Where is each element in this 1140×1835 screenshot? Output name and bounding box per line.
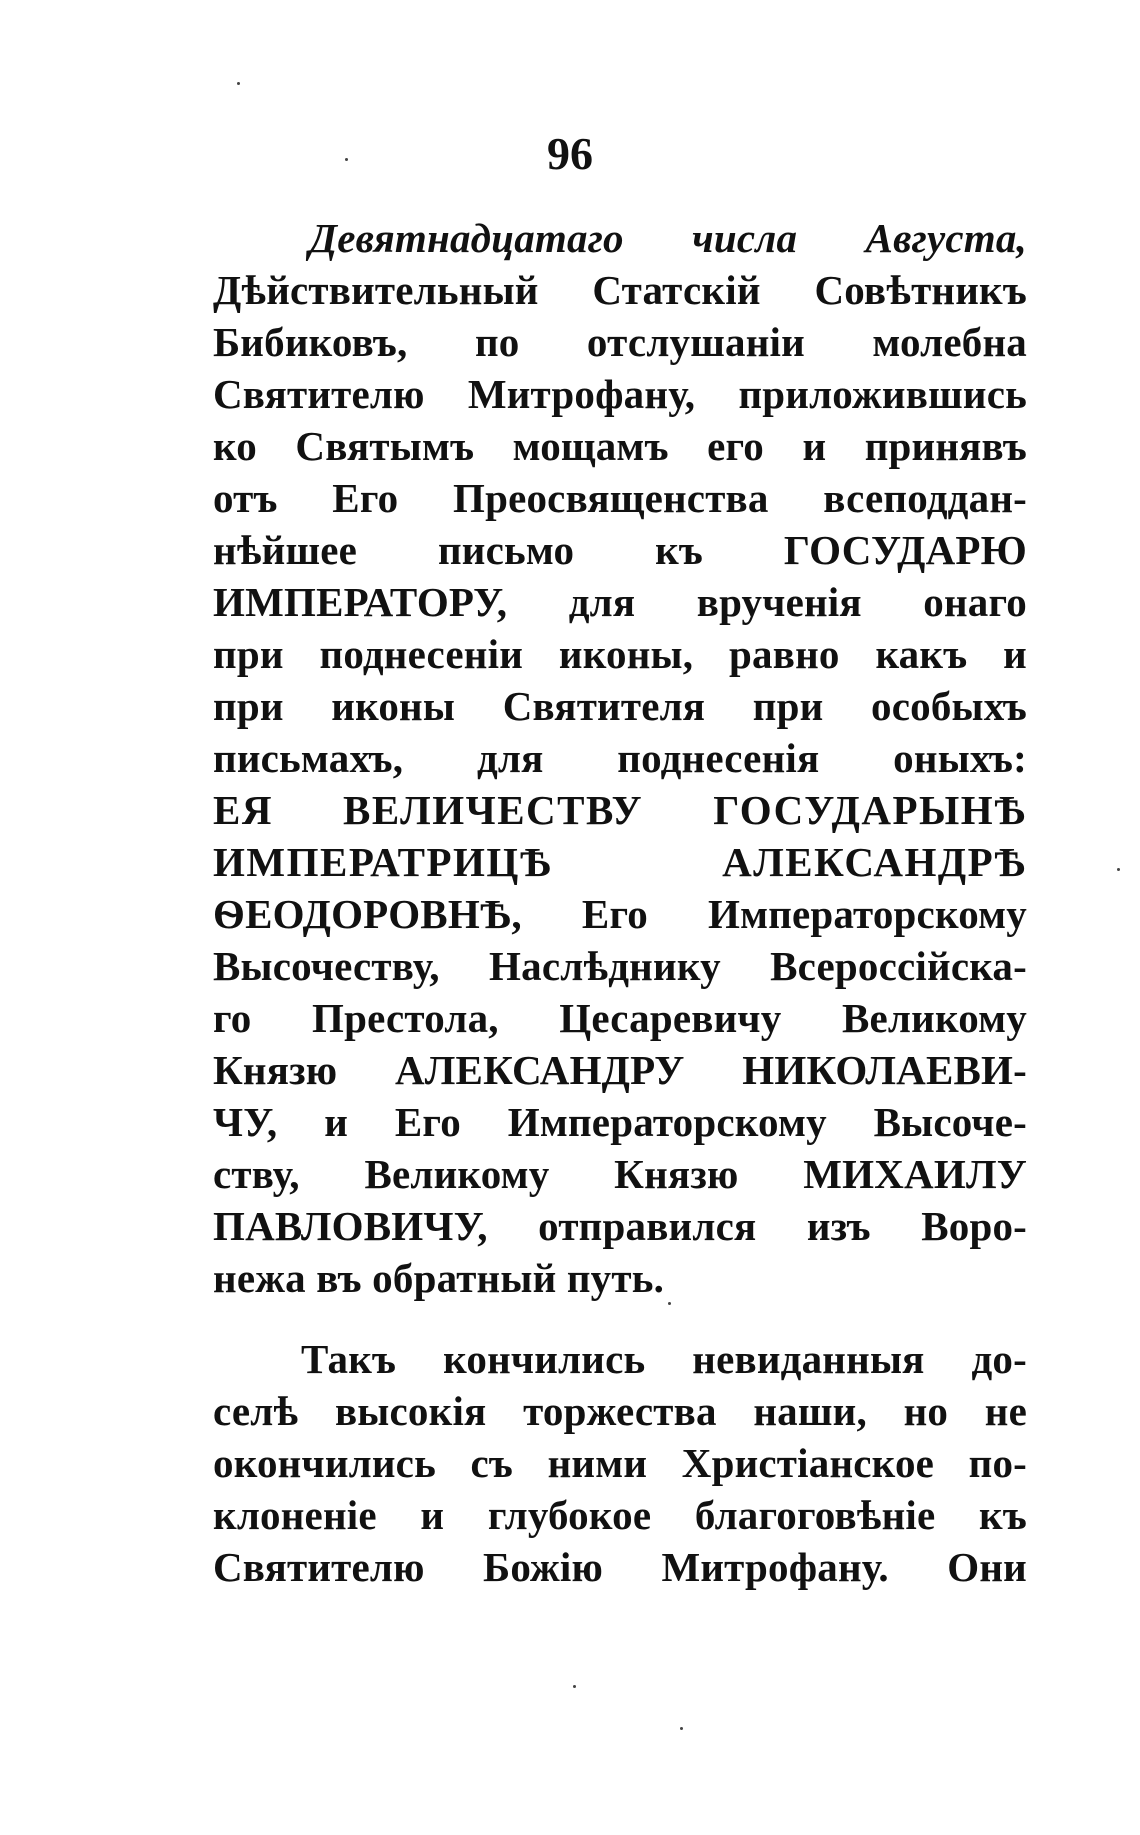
- ink-speck: [680, 1727, 683, 1730]
- text-line: Святителю Митрофану, приложившись: [213, 371, 1027, 417]
- text-line: при поднесеніи иконы, равно какъ и: [213, 631, 1027, 677]
- text-line: клоненіе и глубокое благоговѣніе къ: [213, 1492, 1027, 1538]
- text-line: ЧУ, и Его Императорскому Высоче-: [213, 1099, 1027, 1145]
- text-line: ству, Великому Князю МИХАИЛУ: [213, 1151, 1027, 1197]
- text-line: ИМПЕРАТОРУ, для врученія онаго: [213, 579, 1027, 625]
- text-line: селѣ высокія торжества наши, но не: [213, 1388, 1027, 1434]
- text-line: отъ Его Преосвященства всеподдан-: [213, 475, 1027, 521]
- text-line: нежа въ обратный путь.: [213, 1255, 665, 1301]
- ink-speck: [345, 158, 348, 161]
- text-line: Князю АЛЕКСАНДРУ НИКОЛАЕВИ-: [213, 1047, 1027, 1093]
- text-line: ИМПЕРАТРИЦѢ АЛЕКСАНДРѢ: [213, 839, 1027, 885]
- text-line: Девятнадцатаго числа Августа,: [309, 215, 1027, 261]
- text-line: ѲЕОДОРОВНѢ, Его Императорскому: [213, 891, 1027, 937]
- text-line: Святителю Божію Митрофану. Они: [213, 1544, 1027, 1590]
- text-line: ЕЯ ВЕЛИЧЕСТВУ ГОСУДАРЫНѢ: [213, 787, 1027, 833]
- text-line: го Престола, Цесаревичу Великому: [213, 995, 1027, 1041]
- text-line: Высочеству, Наслѣднику Всероссійска-: [213, 943, 1027, 989]
- ink-speck: [573, 1685, 576, 1688]
- text-line: окончились съ ними Христіанское по-: [213, 1440, 1027, 1486]
- paragraph-2: [213, 1333, 1027, 1593]
- text-line: нѣйшее письмо къ ГОСУДАРЮ: [213, 527, 1027, 573]
- text-line: ко Святымъ мощамъ его и принявъ: [213, 423, 1027, 469]
- ink-speck: [237, 82, 240, 85]
- text-line: ПАВЛОВИЧУ, отправился изъ Воро-: [213, 1203, 1027, 1249]
- paragraph-1: [213, 212, 1027, 1304]
- page-number: 96: [547, 128, 593, 179]
- text-line: Дѣйствительный Статскій Совѣтникъ: [213, 267, 1027, 313]
- text-line: Такъ кончились невиданныя до-: [301, 1336, 1027, 1382]
- text-line: письмахъ, для поднесенія оныхъ:: [213, 735, 1027, 781]
- ink-speck: [668, 1302, 671, 1305]
- text-line: Бибиковъ, по отслушаніи молебна: [213, 319, 1027, 365]
- text-line: при иконы Святителя при особыхъ: [213, 683, 1027, 729]
- ink-speck: [1117, 868, 1120, 871]
